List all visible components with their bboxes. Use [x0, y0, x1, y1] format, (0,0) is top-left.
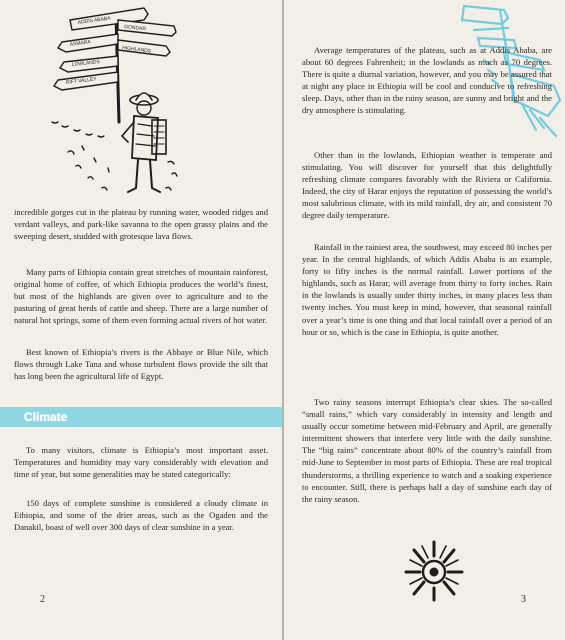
- signpost-arm-3: [58, 34, 118, 52]
- page-number-right: 3: [521, 594, 526, 605]
- page-number-left: 2: [40, 594, 45, 605]
- signpost-sign-2: GONDAR: [123, 24, 147, 33]
- signpost-sign-6: RIFT VALLEY: [65, 76, 97, 86]
- paragraph-landscape: incredible gorges cut in the plateau by running water, wooded ridges and verdant valleys, and park-like savanna to the open grassy plains and the sweeping desert, studded with grotesque lava flows.: [14, 207, 268, 242]
- section-heading-climate: Climate: [24, 410, 68, 424]
- paragraph-climate-intro: To many visitors, climate is Ethiopia’s most important asset. Temperatures and humidity may vary considerably with elevation and time of year, but some generalities may be stated categorically:: [14, 445, 268, 480]
- signpost-arm-5: [60, 56, 118, 72]
- signpost-sign-3: ASMARA: [69, 39, 92, 48]
- signpost-hiker-illustration: [48, 2, 188, 200]
- left-page: [0, 0, 282, 640]
- signpost-sign-4: HIGHLANDS: [121, 45, 152, 55]
- paragraph-rainforest: Many parts of Ethiopia contain great stretches of mountain rainforest, original home of coffee, of which Ethiopia produces the world’s finest, but most of the highlands are given over to agriculture and to the pasturing of great herds of cattle and sheep. There are a large number of natural hot springs, some of them even forming actual rivers of hot water.: [14, 267, 268, 326]
- sun-illustration: [404, 538, 464, 602]
- right-page: [284, 0, 565, 640]
- paragraph-sunshine: 150 days of complete sunshine is considered a cloudy climate in Ethiopia, and some of the drier areas, such as the Ogaden and the Danakil, boast of well over 300 days of clear sunshine in a year.: [14, 498, 268, 533]
- climate-section-band: [0, 407, 282, 427]
- signpost-sign-1: ADDIS ABABA: [77, 15, 112, 26]
- paragraph-temperate-weather: Other than in the lowlands, Ethiopian weather is temperate and stimulating. You will discover for yourself that this delightfully refreshing climate compares favorably with the Riviera or California. Indeed, the city of Harar enjoys the reputation of possessing the world’s most salubrious climate, with its mild rainfall, dry air, and consistent 70 degree daily temperature.: [302, 150, 552, 221]
- signpost-arm-2: [118, 20, 176, 36]
- paragraph-rainy-seasons: Two rainy seasons interrupt Ethiopia’s clear skies. The so-called “small rains,” which vary considerably in intensity and length and usually occur sometime between mid-February and April, are generally intermittent showers that interfere very little with the daily sunshine. The “big rains” concentrate about 80% of the country’s rainfall from mid-June to September in most parts of Ethiopia. These are real tropical thunderstorms, a thrilling experience to watch and a soaking experience to encounter. Still, there is perhaps half a day of sunshine each day of the rainy season.: [302, 397, 552, 504]
- paragraph-blue-nile: Best known of Ethiopia’s rivers is the Abbaye or Blue Nile, which flows through Lake Tana and whose turbulent flows provide the silt that has long been the agricultural life of Egypt.: [14, 347, 268, 382]
- paragraph-rainfall: Rainfall in the rainiest area, the southwest, may exceed 80 inches per year. In the central highlands, of which Addis Ababa is an example, forty to fifty inches is the normal rainfall. Lower portions of the highlands, such as Harar, will average from thirty to forty inches. Rain in the lowlands is usually under thirty inches, in many places less than twenty inches. You must keep in mind, however, that seasonal rainfall over a year’s time is one thing and that local rainfall over a period of an hour or so, which is the case in Ethiopia, is quite another.: [302, 242, 552, 337]
- signpost-sign-5: LOWLANDS: [71, 59, 101, 68]
- signpost-arm-4: [118, 40, 170, 56]
- signpost-arm-6: [54, 72, 118, 90]
- hiker-figure: [122, 93, 166, 192]
- paragraph-temperatures: Average temperatures of the plateau, such as at Addis Ababa, are about 60 degrees Fahrenheit; in the lowlands as much as 70 degrees. There is quite a diurnal variation, however, and you may be assured that at night any place in Ethiopia will be cool and conducive to refreshing sleep. Days, other than in the rainy season, are sunny and bright and the dry atmosphere is stimulating.: [302, 45, 552, 116]
